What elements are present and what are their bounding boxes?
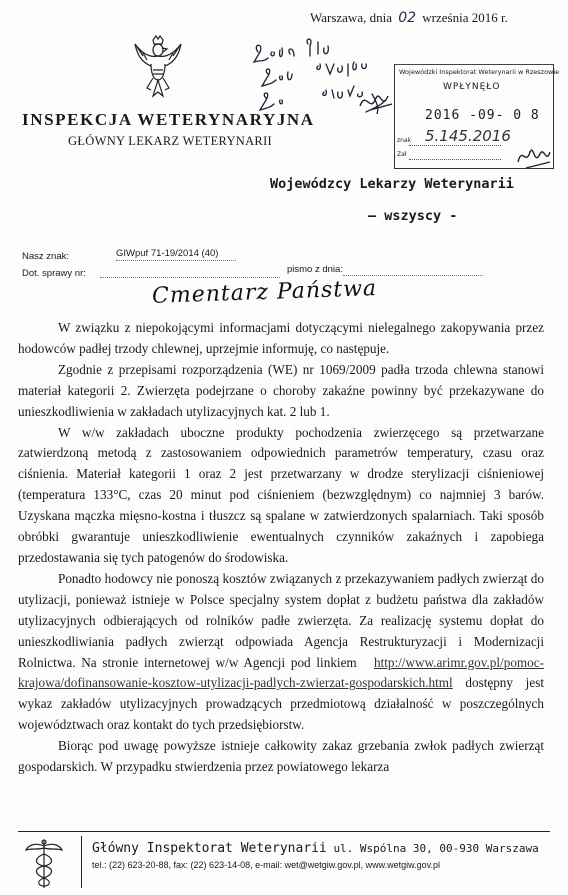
body-paragraph-4 <box>18 569 544 736</box>
our-ref-label: Nasz znak: <box>22 251 69 262</box>
footer-address-line <box>92 841 539 856</box>
date-day-handwritten: 02 <box>398 10 417 26</box>
body-paragraph-2: Zgodnie z przepisami rozporządzenia (WE) nr 1069/2009 padła trzoda chlewna stanowi materiał kategorii 2. Zwierzęta podejrzane o choroby zakaźne powinny być przekazywane do unieszkodliwienia w zakładach utylizacyjnych kat. 2 lub 1. <box>18 361 544 419</box>
case-number-dotted-line <box>100 277 280 278</box>
date-prefix: Warszawa, dnia <box>310 10 392 25</box>
body-paragraph-5: Biorąc pod uwagę powyższe istnieje całkowity zakaz grzebania zwłok padłych zwierząt gospodarskich. W przypadku stwierdzenia przez powiatowego lekarza <box>18 738 544 775</box>
footer-divider <box>81 836 82 888</box>
footer-address: ul. Wspólna 30, 00-930 Warszawa <box>333 842 539 855</box>
caduceus-icon <box>24 838 64 890</box>
stamp-zal-label: Zał <box>397 151 407 158</box>
handwritten-signature-2 <box>516 140 554 172</box>
body-paragraph-1: W związku z niepokojącymi informacjami dotyczącymi nielegalnego zakopywania przez hodowców padłej trzody chlewnej, uprzejmie informuję, co następuje. <box>18 320 544 356</box>
stamp-zal-line <box>409 159 501 160</box>
stamp-znak-line <box>409 145 501 146</box>
stamp-znak-label: znak <box>397 137 412 144</box>
institution-name: INSPEKCJA WETERYNARYJNA <box>22 110 315 129</box>
stamp-znak-handwritten: 5.145.2016 <box>425 127 511 145</box>
stamp-office: Wojewódzki Inspektorat Weterynarii w Rzeszowie <box>399 68 560 76</box>
letter-body <box>18 318 544 778</box>
case-number-label: Dot. sprawy nr: <box>22 268 86 279</box>
document-date <box>310 10 508 26</box>
stamp-received: WPŁYNĘŁO <box>443 82 501 92</box>
date-suffix: września 2016 r. <box>422 10 508 25</box>
handwritten-signature-1 <box>356 86 396 116</box>
body-paragraph-4-end: dostępny jest wykaz zakładów utylizacyjnych prowadzących przedmiotową działalność w poszczególnych województwach oraz kontakt do tych przedsiębiorstw. <box>18 675 544 733</box>
body-paragraph-4-start: Ponadto hodowcy nie ponoszą kosztów związanych z przekazywaniem padłych zwierząt do utylizacji, ponieważ istnieje w Polsce specjalny system dopłat z budżetu państwa dla zakładów utylizacyjnych odbierających od rolników padłe zwierzęta. Za realizację systemu dopłat do unieszkodliwiania padłych zwierząt odpowiada Agencja Restrukturyzacji i Modernizacji Rolnictwa. Na stronie internetowej w/w Agencji pod linkiem <box>18 570 544 670</box>
our-ref-dotted-line <box>116 260 236 261</box>
footer-contact: tel.: (22) 623-20-88, fax: (22) 623-14-08, e-mail: wet@wetgiw.gov.pl, www.wetgiw.gov.pl <box>92 860 440 870</box>
arimr-link[interactable]: http://www.arimr.gov.pl/pomoc-krajowa/dofinansowanie-kosztow-utylizacji-padlych-zwierzat-gospodarskich.html <box>18 654 545 691</box>
body-paragraph-3: W w/w zakładach uboczne produkty pochodzenia zwierzęcego są przetwarzane zatwierdzoną metodą z zastosowaniem odpowiednich parametrów temperatury, czasu oraz ciśnienia. Materiał kategorii 1 oraz 2 jest przetwarzany w drodze sterylizacji ciśnieniowej (temperatura 133°C, czas 20 minut pod ciśnieniem (bezwzględnym) co najmniej 3 barów. Uzyskana mączka mięsno-kostna i tłuszcz są spalane w zatwierdzonych spalarniach. Taki sposób obróbki gwarantuje unieszkodliwienie ewentualnych czynników zakaźnych i zapobiega przedostawania się tych patogenów do środowiska. <box>18 424 544 565</box>
addressee-line-1: Wojewódzcy Lekarzy Weterynarii <box>270 176 514 192</box>
letter-date-label: pismo z dnia: <box>287 264 343 275</box>
addressee-line-2: – wszyscy - <box>368 208 458 224</box>
stamp-date: 2016 -09- 0 8 <box>425 108 540 123</box>
footer-office-name: Główny Inspektorat Weterynarii <box>92 841 327 856</box>
handwritten-subject: Cmentarz Państwa <box>151 276 378 309</box>
our-ref-value: GIWpuf 71-19/2014 (40) <box>116 248 219 259</box>
chief-title: GŁÓWNY LEKARZ WETERYNARII <box>68 134 272 148</box>
footer-rule <box>18 831 550 832</box>
polish-eagle-icon <box>131 34 185 100</box>
